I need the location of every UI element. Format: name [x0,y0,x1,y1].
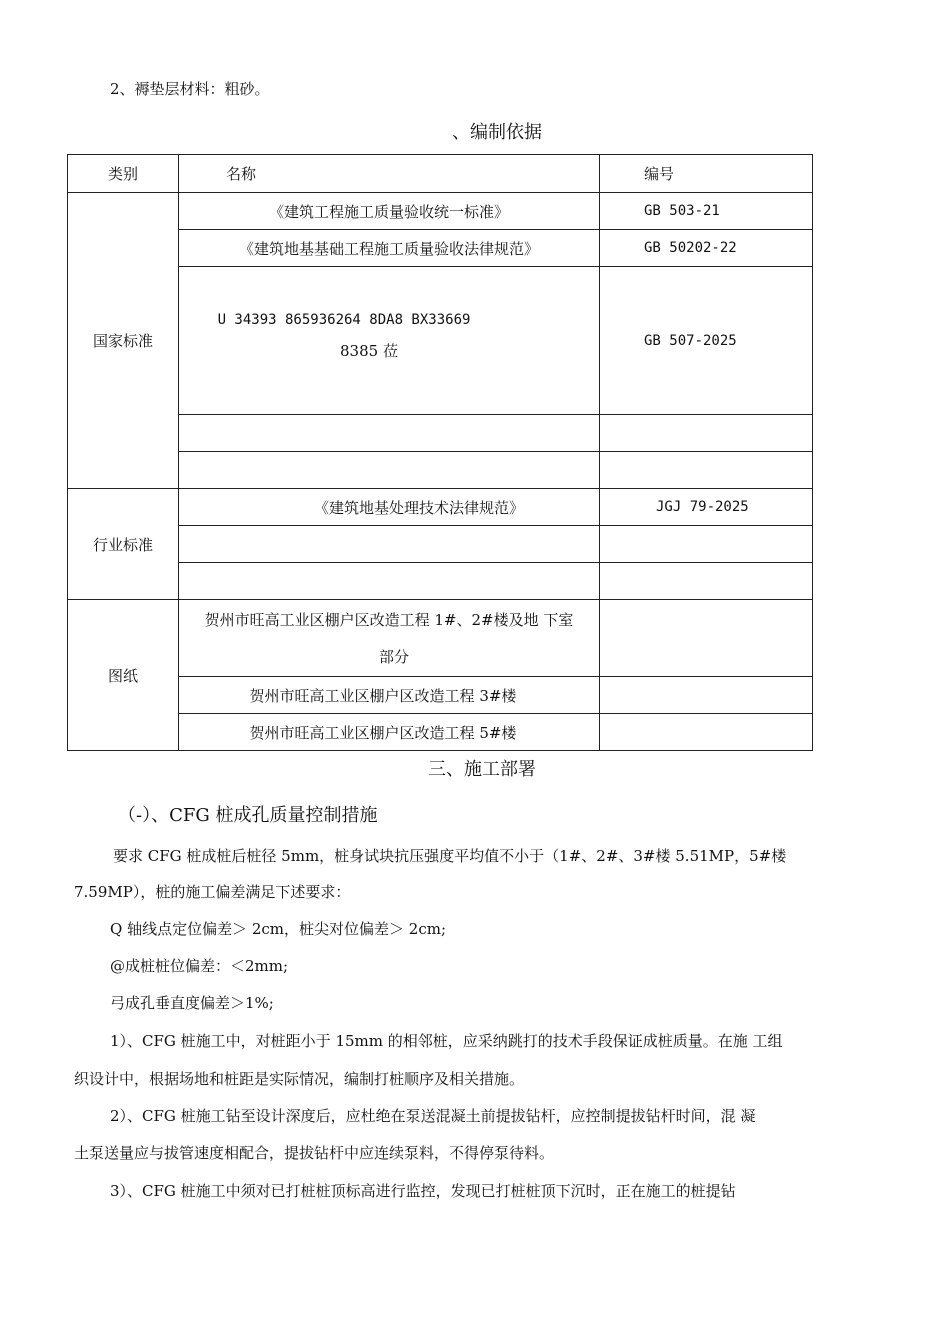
step2-line2: 土泵送量应与拔管速度相配合，提拔钻杆中应连续泵料，不得停泵待料。 [74,1144,555,1162]
category-industry: 行业标准 [68,489,179,600]
standard-code: GB 507-2025 [600,267,813,415]
header-name: 名称 [179,155,600,193]
table-row-empty [68,415,813,452]
table-row-empty [68,452,813,489]
drawing-name: 贺州市旺高工业区棚户区改造工程 3#楼 [179,677,600,714]
step1-line2: 织设计中，根据场地和桩距是实际情况，编制打桩顺序及相关措施。 [74,1070,525,1088]
step3-line1: 3）、CFG 桩施工中须对已打桩桩顶标高进行监控，发现已打桩桩顶下沉时，正在施工的桩提钻 [110,1182,736,1200]
table-row [68,230,813,267]
header-code: 编号 [600,155,813,193]
standard-name: 《建筑工程施工质量验收统一标准》 [179,193,600,230]
category-drawings: 图纸 [68,600,179,751]
table-row [68,600,813,677]
standard-name: 《建筑地基处理技术法律规范》 [179,489,600,526]
garbled-line-2: 8385 莅 [340,342,398,360]
standard-name: 《建筑地基基础工程施工质量验收法律规范》 [179,230,600,267]
table-row [68,714,813,751]
table-row-empty [68,563,813,600]
para1-line2: 7.59MP），桩的施工偏差满足下述要求： [74,883,351,901]
drawing-line-1: 贺州市旺高工业区棚户区改造工程 1#、2#楼及地 下室 [204,611,574,629]
standard-code: GB 503-21 [600,193,813,230]
heading-basis: 、编制依据 [452,122,542,143]
para1-line1: 要求 CFG 桩成桩后桩径 5mm，桩身试块抗压强度平均值不小于（1#、2#、3#楼 5.51MP，5#楼 [113,847,787,865]
category-national: 国家标准 [68,193,179,489]
table-row [68,193,813,230]
header-category: 类别 [68,155,179,193]
garbled-line-1: U 34393 865936264 8DA8 BX33669 [217,312,471,328]
heading-deploy: 三、施工部署 [428,759,536,780]
standard-code: GB 50202-22 [600,230,813,267]
sub-heading: （-）、CFG 桩成孔质量控制措施 [118,805,378,826]
step2-line1: 2）、CFG 桩施工钻至设计深度后，应杜绝在泵送混凝土前提拔钻杆，应控制提拔钻杆时间，混 凝 [110,1107,756,1125]
table-row-empty [68,526,813,563]
drawing-name [179,600,600,677]
item-vertical: 弓成孔垂直度偏差＞1%; [110,994,274,1012]
standard-name-garbled [179,267,600,415]
drawing-name: 贺州市旺高工业区棚户区改造工程 5#楼 [179,714,600,751]
drawing-line-2: 部分 [378,648,409,666]
table-row [68,267,813,415]
item-axis: Q 轴线点定位偏差＞ 2cm，桩尖对位偏差＞ 2cm; [110,920,446,938]
standard-code: JGJ 79-2025 [600,489,813,526]
table-row [68,489,813,526]
item-position: @成桩桩位偏差：＜2mm; [110,957,289,975]
table-row [68,677,813,714]
standards-table [67,154,813,751]
table-header-row [68,155,813,193]
step1-line1: 1）、CFG 桩施工中，对桩距小于 15mm 的相邻桩，应采纳跳打的技术手段保证成桩质量。在施 工组 [110,1032,783,1050]
materials-line: 2、褥垫层材料：粗砂。 [110,80,270,98]
